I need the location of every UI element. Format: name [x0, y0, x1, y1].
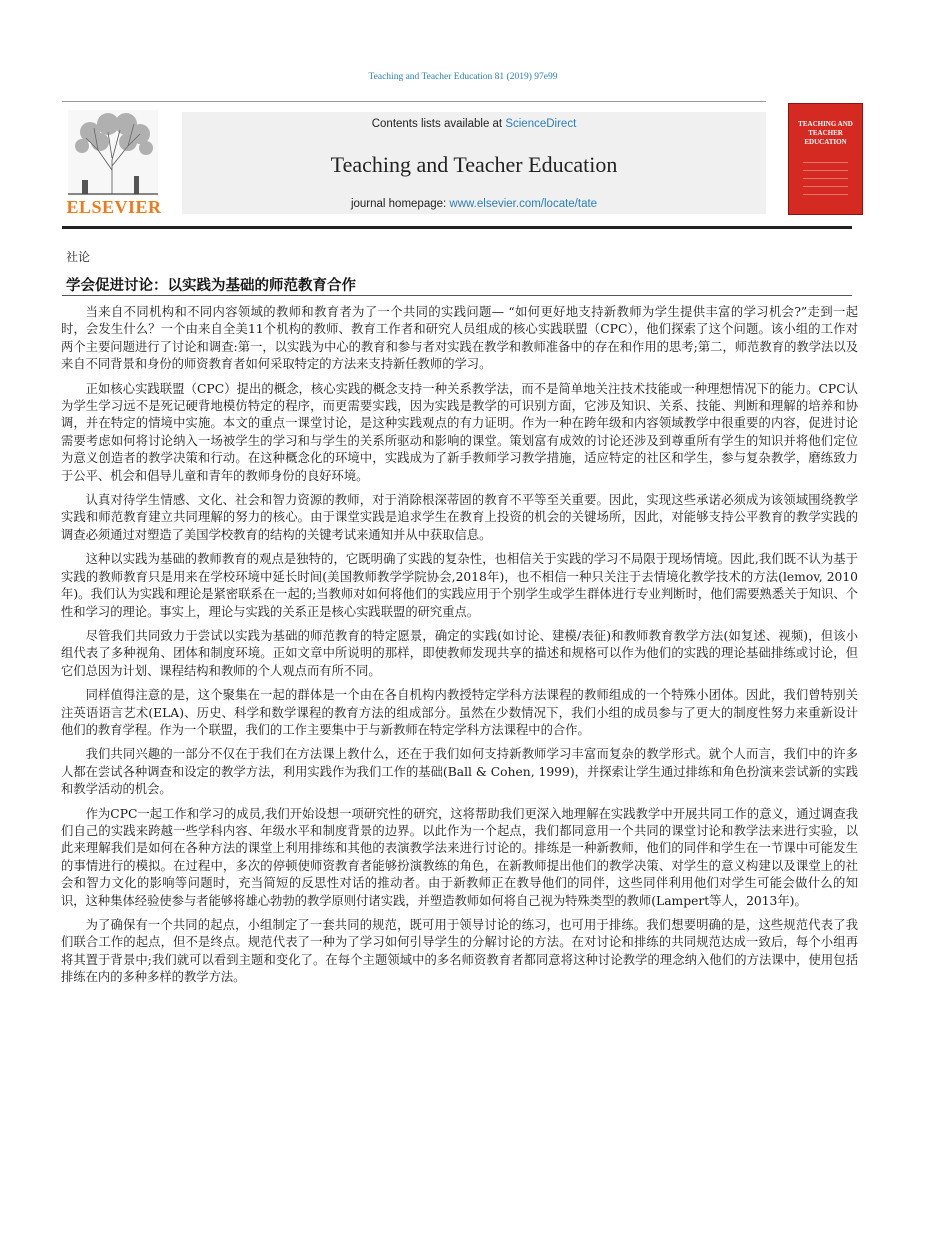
paragraph: 我们共同兴趣的一部分不仅在于我们在方法课上教什么，还在于我们如何支持新教师学习丰富而复杂的教学形式。就个人而言，我们中的许多人都在尝试各种调查和设定的教学方法，利用实践作为我们工作的基础(Ball & Cohen, 1999)，并探索让学生通过排练和角色扮演来尝试新的实践和教学活动的机会。 — [61, 747, 858, 797]
cover-line — [803, 178, 848, 179]
elsevier-wordmark: ELSEVIER — [66, 197, 162, 217]
journal-banner — [60, 106, 860, 218]
journal-homepage — [182, 198, 766, 210]
contents-prefix: Contents lists available at — [371, 118, 506, 130]
cover-line — [803, 186, 848, 187]
elsevier-tree-icon — [68, 110, 158, 196]
contents-availability — [182, 118, 766, 130]
cover-title: TEACHING AND TEACHER EDUCATION — [798, 120, 853, 146]
homepage-link[interactable]: www.elsevier.com/locate/tate — [449, 198, 598, 210]
paragraph: 认真对待学生情感、文化、社会和智力资源的教师，对于消除根深蒂固的教育不平等至关重要。因此，实现这些承诺必须成为该领域围绕教学实践和师范教育建立共同理解的努力的核心。由于课堂实践是追求学生在教育上投资的机会的关键场所，因此，对能够支持公平教育的教学实践的调查必须通过对塑造了美国学校教育的结构的关键考试来通知并从中获取信息。 — [61, 493, 858, 542]
cover-line — [803, 162, 848, 163]
journal-info-box — [182, 112, 766, 214]
paragraph: 当来自不同机构和不同内容领域的教师和教育者为了一个共同的实践问题— “如何更好地支持新教师为学生提供丰富的学习机会?”走到一起时，会发生什么？一个由来自全美11个机构的教师、教育工作者和研究人员组成的核心实践联盟（CPC），他们探索了这个问题。该小组的工作对两个主要问题进行了讨论和调查:第一，以实践为中心的教育和参与者对实践在教学和教师准备中的存在和作用的思考;第二，师范教育的教学法以及来自不同背景和身份的师资教育者如何采取特定的方法来支持新任教师的学习。 — [61, 305, 858, 372]
header-top-divider — [62, 101, 766, 102]
article-body — [61, 304, 858, 994]
paragraph: 尽管我们共同致力于尝试以实践为基础的师范教育的特定愿景，确定的实践(如讨论、建模/表征)和教师教育教学方法(如复述、视频)，但该小组代表了多种视角、团体和制度环境。正如文章中所说明的那样，即使教师发现共享的描述和规格可以作为他们的实践的理论基础排练或讨论，但它们总因为计划、课程结构和教师的个人观点而有所不同。 — [61, 628, 858, 678]
paragraph: 同样值得注意的是，这个聚集在一起的群体是一个由在各自机构内教授特定学科方法课程的教师组成的一个特殊小团体。因此，我们曾特别关注英语语言艺术(ELA)、历史、科学和数学课程的教育方法的组成部分。虽然在少数情况下，我们小组的成员参与了更大的制度性努力来重新设计他们的教育学程。作为一个联盟，我们的工作主要集中于与新教师在特定学科方法课程中的合作。 — [61, 688, 858, 737]
homepage-prefix: journal homepage: — [350, 198, 450, 210]
journal-title: Teaching and Teacher Education — [330, 152, 618, 177]
sciencedirect-link[interactable]: ScienceDirect — [505, 118, 577, 130]
paragraph: 作为CPC一起工作和学习的成员,我们开始设想一项研究性的研究，这将帮助我们更深入地理解在实践教学中开展共同工作的意义，通过调查我们自己的实践来跨越一些学科内容、年级水平和制度背景的边界。以此作为一个起点，我们都同意用一个共同的课堂讨论和教学法来进行实验，以此来理解我们是如何在各种方法的课堂上利用排练和其他的表演教学法来进行讨论的。排练是一种新教师，他们的同伴和学生在一节课中可能发生的事情进行的模拟。在过程中，多次的停顿使师资教育者能够扮演教练的角色，在新教师提出他们的教学决策、对学生的意义构建以及课堂上的社会和智力文化的影响等问题时，充当简短的反思性对话的推动者。由于新教师正在教导他们的同伴，这些同伴利用他们对学生可能会做什么的知识，这种集体经验使参与者能够将雄心勃勃的教学原则付诸实践，并塑造教师如何将自己视为特殊类型的教师(Lampert等人，2013年)。 — [61, 806, 858, 908]
paragraph: 这种以实践为基础的教师教育的观点是独特的，它既明确了实践的复杂性，也相信关于实践的学习不局限于现场情境。因此,我们既不认为基于实践的教师教育只是用来在学校环境中延长时间(美国教师教学学院协会,2018年)，也不相信一种只关注于去情境化教学技术的方法(lemov, 2010年)。我们认为实践和理论是紧密联系在一起的;当教师对如何将他们的实践应用于个别学生或学生群体进行专业判断时，他们需要熟悉关于知识、个性和学习的理论。事实上，理论与实践的关系正是核心实践联盟的研究重点。 — [61, 552, 858, 619]
article-title: 学会促进讨论：以实践为基础的师范教育合作 — [66, 277, 356, 294]
cover-line — [803, 170, 848, 171]
cover-line — [803, 194, 848, 195]
title-divider — [62, 295, 852, 296]
elsevier-logo[interactable] — [62, 110, 166, 218]
journal-cover-icon[interactable] — [788, 103, 863, 215]
journal-citation[interactable]: Teaching and Teacher Education 81 (2019) 97e99 — [368, 72, 558, 82]
header-bottom-divider — [62, 226, 852, 229]
article-section-label: 社论 — [66, 250, 91, 264]
paragraph: 正如核心实践联盟（CPC）提出的概念，核心实践的概念支持一种关系教学法，而不是简单地关注技术技能或一种理想情况下的能力。CPC认为学生学习远不是死记硬背地模仿特定的程序，而更需要实践，因为实践是教学的可识别方面，它涉及知识、关系、技能、判断和理解的培养和协调，并在特定的情境中实施。本文的重点一课堂讨论，是这种实践观点的有力证明。作为一种在跨年级和内容领域教学中很重要的内容，促进讨论需要考虑如何将讨论纳入一场被学生的学习和与学生的关系所驱动和影响的课堂。策划富有成效的讨论还涉及到尊重所有学生的知识并将他们定位为意义创造者的教学决策和行动。在这种概念化的环境中，实践成为了新手教师学习教学措施，适应特定的社区和学生，参与复杂教学，磨练致力于公平、机会和倡导儿童和青年的教师身份的良好环境。 — [61, 381, 858, 483]
paragraph: 为了确保有一个共同的起点，小组制定了一套共同的规范，既可用于领导讨论的练习，也可用于排练。我们想要明确的是，这些规范代表了我们联合工作的起点，但不是终点。规范代表了一种为了学习如何引导学生的分解讨论的方法。在对讨论和排练的共同规范达成一致后，每个小组再将其置于背景中;我们就可以看到主题和变化了。在每个主题领域中的多名师资教育者都同意将这种讨论教学的理念纳入他们的方法课中，使用包括排练在内的多种多样的教学方法。 — [61, 918, 858, 985]
